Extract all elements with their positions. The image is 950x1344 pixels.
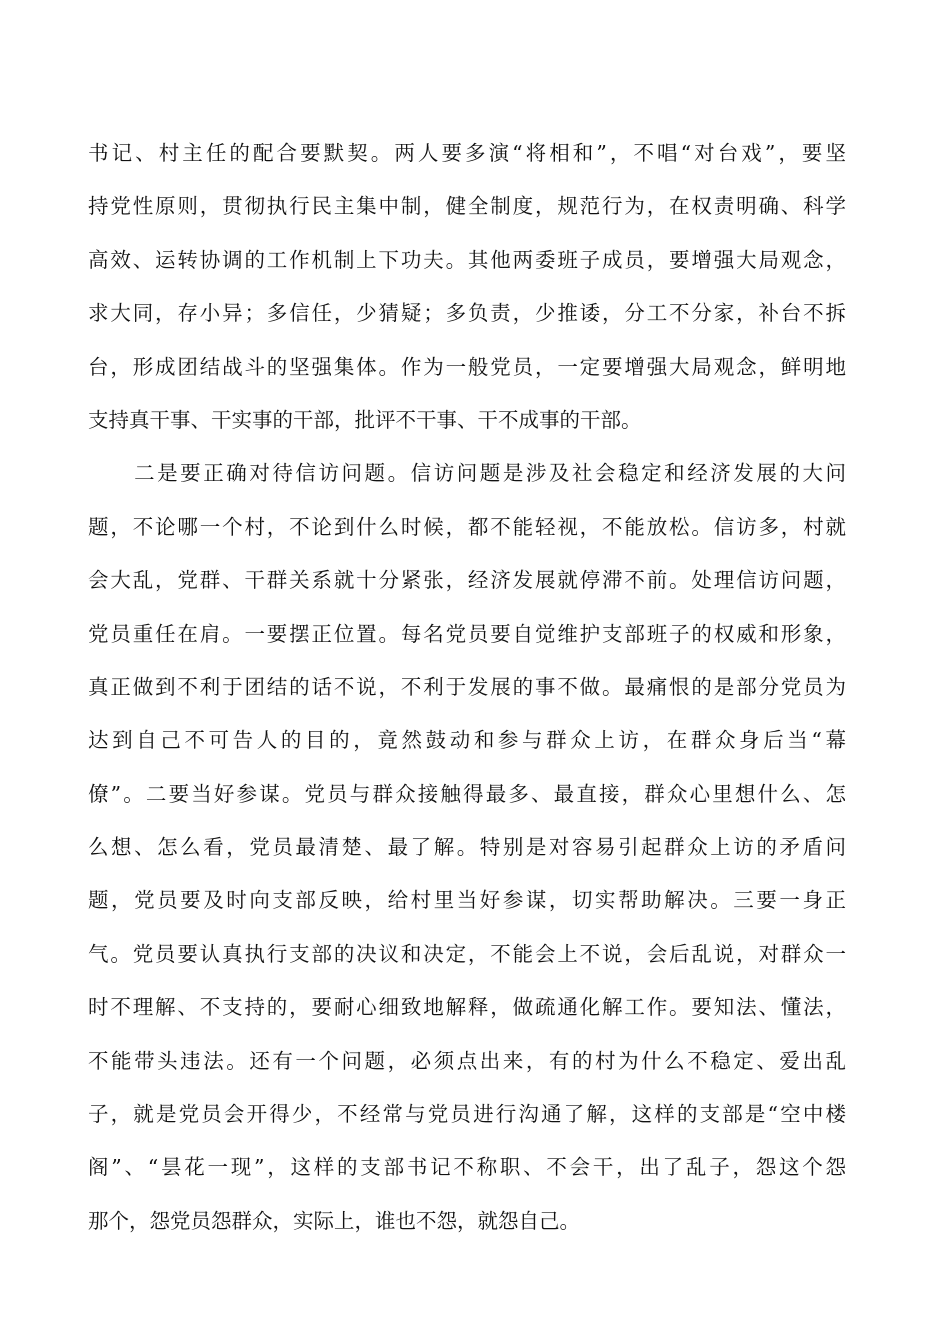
text-line: 子，就是党员会开得少，不经常与党员进行沟通了解，这样的支部是“空中楼 — [88, 1102, 846, 1127]
paragraph-1 — [88, 127, 846, 447]
text-line: 高效、运转协调的工作机制上下功夫。其他两委班子成员，要增强大局观念， — [88, 247, 846, 272]
text-line: 二是要正确对待信访问题。信访问题是涉及社会稳定和经济发展的大问 — [88, 461, 846, 486]
text-line: 持党性原则，贯彻执行民主集中制，健全制度，规范行为，在权责明确、科学 — [88, 194, 846, 219]
text-line: 么想、怎么看，党员最清楚、最了解。特别是对容易引起群众上访的矛盾问 — [88, 835, 846, 860]
text-line: 题，党员要及时向支部反映，给村里当好参谋，切实帮助解决。三要一身正 — [88, 888, 846, 913]
text-line: 台，形成团结战斗的坚强集体。作为一般党员，一定要增强大局观念，鲜明地 — [88, 354, 846, 379]
body-text — [88, 127, 846, 1248]
text-line: 不能带头违法。还有一个问题，必须点出来，有的村为什么不稳定、爱出乱 — [88, 1048, 846, 1073]
text-line: 书记、村主任的配合要默契。两人要多演“将相和”，不唱“对台戏”，要坚 — [88, 141, 846, 165]
text-line: 真正做到不利于团结的话不说，不利于发展的事不做。最痛恨的是部分党员为 — [88, 674, 846, 699]
text-line: 阁”、“昙花一现”，这样的支部书记不称职、不会干，出了乱子，怨这个怨 — [88, 1155, 846, 1180]
text-line: 题，不论哪一个村，不论到什么时候，都不能轻视，不能放松。信访多，村就 — [88, 514, 846, 539]
text-line: 时不理解、不支持的，要耐心细致地解释，做疏通化解工作。要知法、懂法， — [88, 995, 846, 1020]
text-line: 会大乱，党群、干群关系就十分紧张，经济发展就停滞不前。处理信访问题， — [88, 568, 846, 593]
text-line: 达到自己不可告人的目的，竟然鼓动和参与群众上访，在群众身后当“幕 — [88, 728, 846, 753]
text-line: 僚”。二要当好参谋。党员与群众接触得最多、最直接，群众心里想什么、怎 — [88, 781, 846, 806]
text-line: 那个，怨党员怨群众，实际上，谁也不怨，就怨自己。 — [88, 1208, 580, 1233]
text-line: 党员重任在肩。一要摆正位置。每名党员要自觉维护支部班子的权威和形象， — [88, 621, 846, 646]
text-line: 气。党员要认真执行支部的决议和决定，不能会上不说，会后乱说，对群众一 — [88, 941, 846, 966]
text-line: 支持真干事、干实事的干部，批评不干事、干不成事的干部。 — [88, 407, 642, 432]
text-line: 求大同，存小异；多信任，少猜疑；多负责，少推诿，分工不分家，补台不拆 — [88, 301, 846, 326]
paragraph-2 — [88, 447, 846, 1248]
